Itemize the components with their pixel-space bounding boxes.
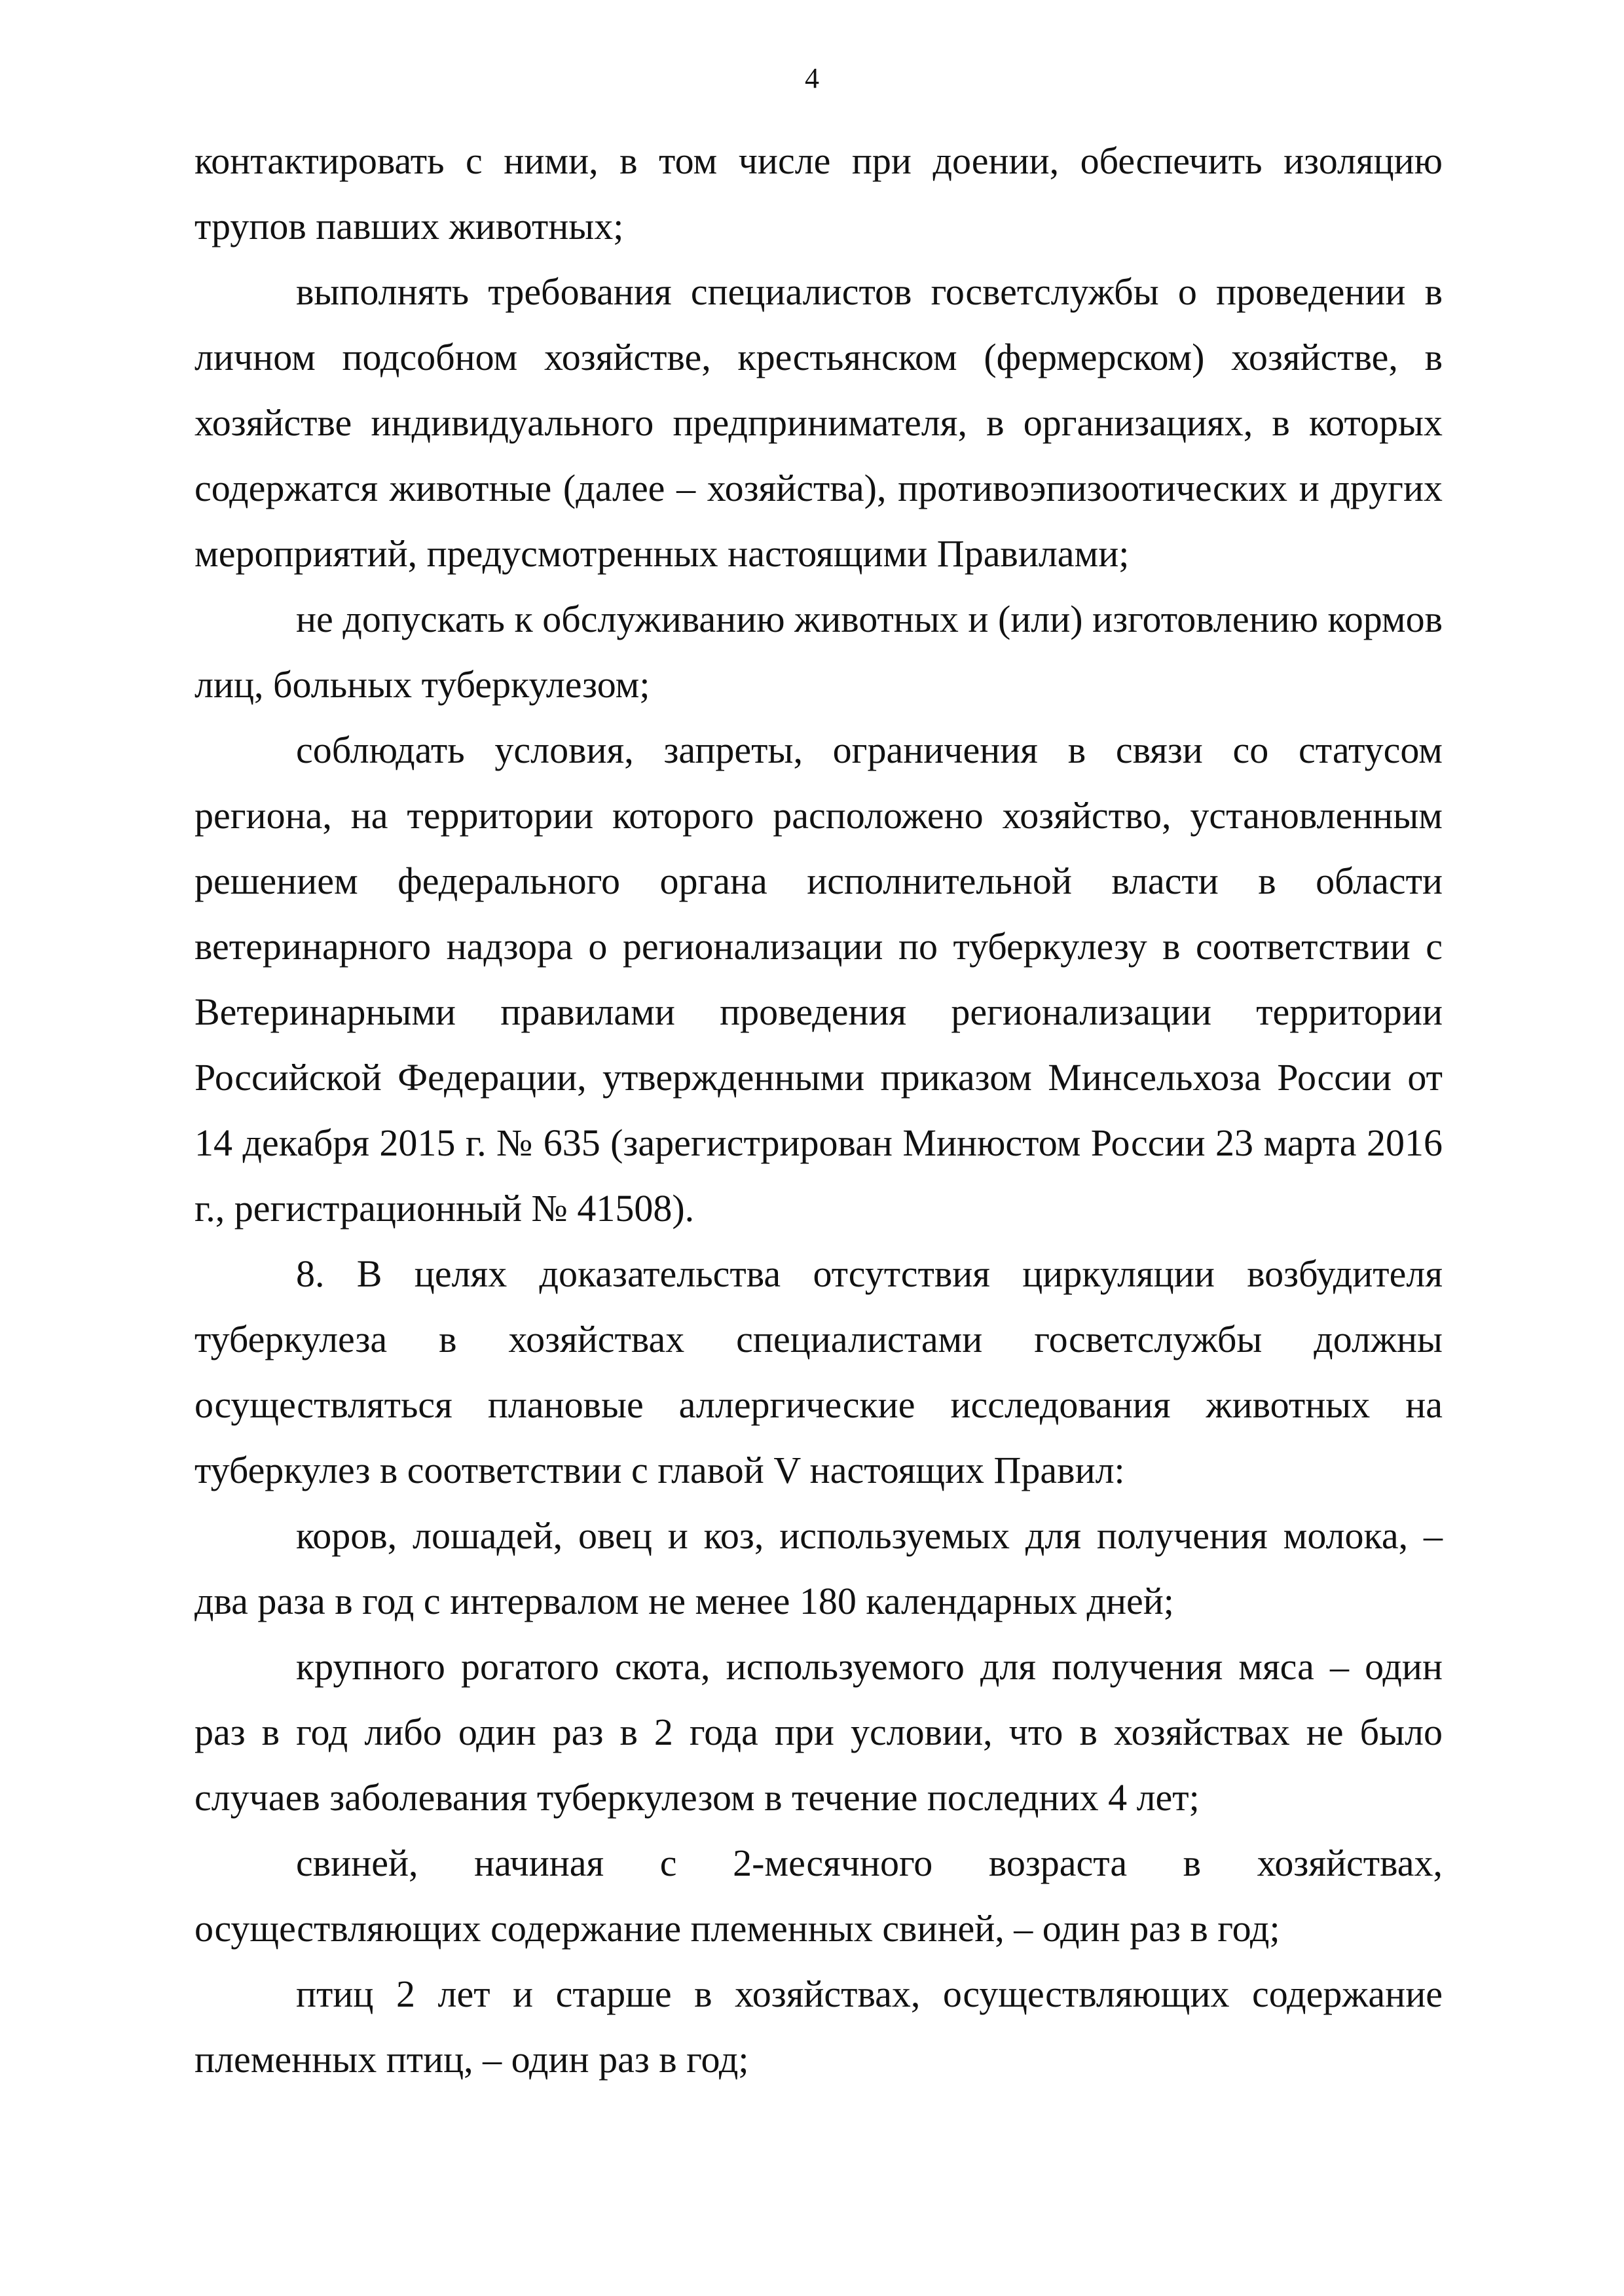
page-number: 4 — [805, 62, 819, 94]
paragraph-cows-horses: коров, лошадей, овец и коз, используемых для получения молока, – два раза в год с интервалом не менее 180 календарных дней; — [194, 1514, 1443, 1622]
paragraph-continuation: контактировать с ними, в том числе при доении, обеспечить изоляцию трупов павших животных; — [194, 139, 1443, 247]
paragraph-regional-status: соблюдать условия, запреты, ограничения в связи со статусом региона, на территории которого расположено хозяйство, установленным решением федерального органа исполнительной власти в области ветеринарного надзора о регионализации по туберкулезу в соответствии с Ветеринарными правилами проведения регионализации территории Российской Федерации, утвержденными приказом Минсельхоза России от 14 декабря 2015 г. № 635 (зарегистрирован Минюстом России 23 марта 2016 г., регистрационный № 41508). — [194, 729, 1443, 1230]
paragraph-requirements: выполнять требования специалистов госветслужбы о проведении в личном подсобном хозяйстве, крестьянском (фермерском) хозяйстве, в хозяйстве индивидуального предпринимателя, в организациях, в которых содержатся животные (далее – хозяйства), противоэпизоотических и других мероприятий, предусмотренных настоящими Правилами; — [194, 270, 1443, 575]
paragraph-birds: птиц 2 лет и старше в хозяйствах, осуществляющих содержание племенных птиц, – один раз в год; — [194, 1973, 1443, 2081]
paragraph-item-8: 8. В целях доказательства отсутствия циркуляции возбудителя туберкулеза в хозяйствах специалистами госветслужбы должны осуществляться плановые аллергические исследования животных на туберкулез в соответствии с главой V настоящих Правил: — [194, 1252, 1443, 1491]
document-body — [194, 128, 1443, 2092]
paragraph-pigs: свиней, начиная с 2-месячного возраста в хозяйствах, осуществляющих содержание племенных свиней, – один раз в год; — [194, 1842, 1443, 1950]
paragraph-staff-restriction: не допускать к обслуживанию животных и (или) изготовлению кормов лиц, больных туберкулезом; — [194, 598, 1443, 706]
paragraph-cattle-meat: крупного рогатого скота, используемого для получения мяса – один раз в год либо один раз в 2 года при условии, что в хозяйствах не было случаев заболевания туберкулезом в течение последних 4 лет; — [194, 1645, 1443, 1819]
